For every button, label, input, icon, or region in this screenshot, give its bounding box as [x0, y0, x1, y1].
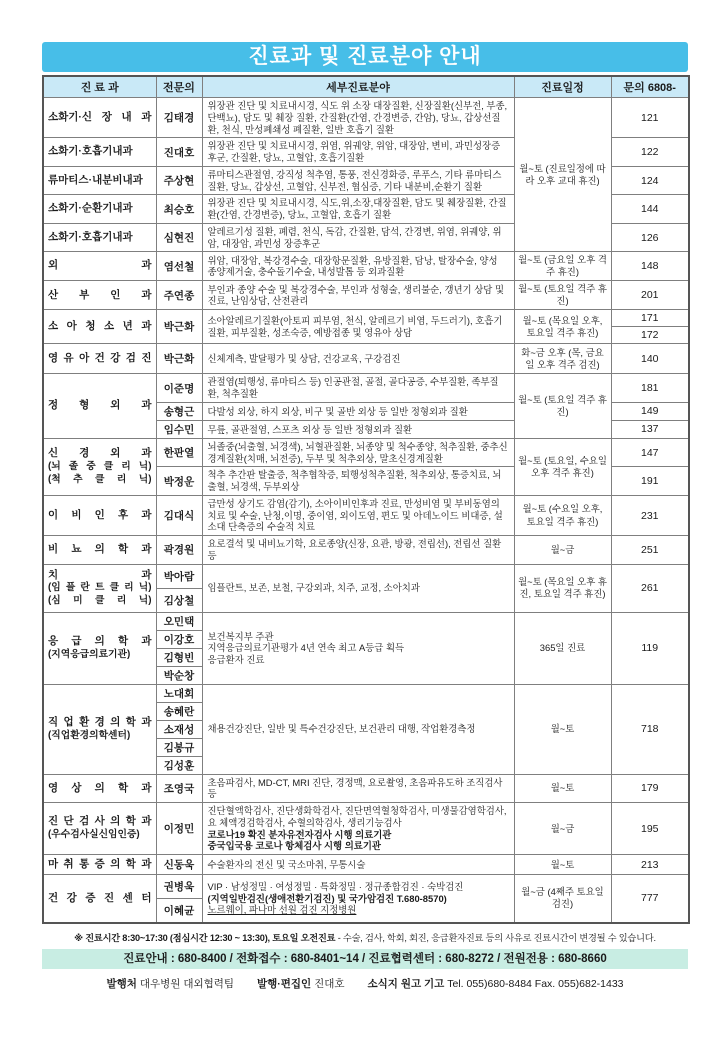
- phone-cell: 171: [611, 310, 689, 327]
- table-row: [43, 684, 689, 702]
- table-row: [43, 564, 689, 588]
- phone-cell: 148: [611, 252, 689, 281]
- doctor-cell: 송형근: [156, 402, 202, 420]
- table-row: [43, 344, 689, 374]
- dept-line: 진 단 검 사 의 학 과: [48, 815, 152, 828]
- desc-line: VIP · 남성정밀 · 여성정밀 · 특화정밀 · 정규종합검진 · 숙박검진: [207, 880, 464, 892]
- hours-footnote-lead: ※ 진료시간 8:30~17:30 (점심시간 12:30 ~ 13:30), 토요일 오전진료: [74, 932, 336, 943]
- phone-cell: 181: [611, 374, 689, 403]
- table-row: [43, 803, 689, 855]
- schedule-cell: 365일 진료: [514, 612, 611, 684]
- doctor-cell: 진대호: [156, 138, 202, 167]
- doctor-cell: 한판열: [156, 438, 202, 467]
- newsletter-page: [42, 42, 688, 991]
- doctor-cell: 김성훈: [156, 756, 202, 774]
- phone-cell: 122: [611, 138, 689, 167]
- publisher-line: [42, 976, 688, 991]
- dept-line: 신 경 외 과: [48, 447, 152, 460]
- publisher-value: 대우병원 대외협력팀: [139, 977, 235, 990]
- doctor-cell: 박근화: [156, 344, 202, 374]
- table-row: [43, 98, 689, 138]
- schedule-cell: 화~금 오후 (목, 금요일 오후 격주 검진): [514, 344, 611, 374]
- table-row: [43, 252, 689, 281]
- schedule-cell: 월~토: [514, 774, 611, 803]
- editor-value: 진대호: [314, 977, 345, 990]
- dept-cell: 비 뇨 의 학 과: [43, 536, 156, 565]
- doctor-cell: 노대회: [156, 684, 202, 702]
- schedule-cell: 월~토 (목요일 오후, 토요일 격주 휴진): [514, 310, 611, 344]
- dept-line: (지역응급의료기관): [48, 648, 131, 660]
- dept-cell: 소화기·호흡기내과: [43, 138, 156, 167]
- desc-cell: 임플란트, 보존, 보철, 구강외과, 치주, 교정, 소아치과: [202, 564, 514, 612]
- phone-cell: 149: [611, 402, 689, 420]
- schedule-cell: 월~토 (진료일정에 따라 오후 교대 휴진): [514, 98, 611, 252]
- doctor-cell: 박아람: [156, 564, 202, 588]
- dept-line: (임 플 란 트 클 리 닉): [48, 582, 152, 594]
- desc-cell: [202, 612, 514, 684]
- desc-cell: 무릎, 골관절염, 스포츠 외상 등 일반 정형외과 질환: [202, 420, 514, 438]
- dept-cell: [43, 803, 156, 855]
- dept-line: (척 추 클 리 닉): [48, 473, 152, 485]
- doctor-cell: 박순창: [156, 666, 202, 684]
- desc-cell: 요로결석 및 내비뇨기학, 요로종양(신장, 요관, 방광, 전립선), 전립선 질환 등: [202, 536, 514, 565]
- table-header-row: [43, 76, 689, 98]
- doctor-cell: 오민택: [156, 612, 202, 630]
- table-row: [43, 855, 689, 875]
- hours-footnote-rest: - 수술, 검사, 학회, 회진, 응급환자진료 등의 사유로 진료시간이 변경될 수 있습니다.: [335, 932, 656, 943]
- dept-line: 직 업 환 경 의 학 과: [48, 715, 152, 728]
- dept-cell: 산 부 인 과: [43, 281, 156, 310]
- schedule-cell: 월~토 (토요일 격주 휴진): [514, 281, 611, 310]
- desc-line: 지역응급의료기관평가 4년 연속 최고 A등급 획득: [207, 642, 405, 654]
- dept-line: (직업환경의학센터): [48, 729, 131, 741]
- phone-cell: 147: [611, 438, 689, 467]
- doctor-cell: 조영국: [156, 774, 202, 803]
- header-doctor: 전문의: [156, 76, 202, 98]
- doctor-cell: 심현진: [156, 223, 202, 252]
- dept-line: 치 과: [48, 568, 152, 581]
- doctor-cell: 송혜란: [156, 702, 202, 720]
- desc-cell: 급만성 상기도 감염(감기), 소아이비인후과 진료, 만성비염 및 부비동염의 치료 및 수술, 난청,이명, 중이염, 외이도염, 편도 및 아데노이드 비대증, 설소대 단축증의 수술적 치료: [202, 495, 514, 535]
- phone-cell: 179: [611, 774, 689, 803]
- desc-line-bold: (지역일반검진(생애전환기검진) 및 국가암검진 T.680-8570): [207, 892, 447, 904]
- table-row: [43, 438, 689, 467]
- desc-line-bold: 중국입국용 코로나 항체검사 시행 의료기관: [207, 840, 381, 852]
- phone-cell: 201: [611, 281, 689, 310]
- dept-cell: 소화기·순환기내과: [43, 195, 156, 224]
- schedule-cell: 월~토: [514, 684, 611, 774]
- desc-cell: 초음파검사, MD-CT, MRI 진단, 경정맥, 요로촬영, 초음파유도하 조직검사 등: [202, 774, 514, 803]
- desc-line-underline: 노르웨이, 파나마 선원 검진 지정병원: [207, 904, 357, 916]
- dept-cell: 외 과: [43, 252, 156, 281]
- schedule-cell: 월~금 (4째주 토요일 검진): [514, 875, 611, 923]
- desc-cell: [202, 803, 514, 855]
- editor-label: 발행·편집인: [256, 977, 312, 990]
- dept-line: (우수검사실신임인증): [48, 829, 140, 841]
- desc-line-bold: 코로나19 확진 분자유전자검사 시행 의료기관: [207, 828, 392, 840]
- phone-cell: 777: [611, 875, 689, 923]
- schedule-cell: 월~토 (토요일, 수요일 오후 격주 휴진): [514, 438, 611, 495]
- schedule-cell: 월~금: [514, 536, 611, 565]
- phone-cell: 718: [611, 684, 689, 774]
- contribution-label: 소식지 원고 기고: [367, 977, 445, 990]
- dept-cell: 소화기·호흡기내과: [43, 223, 156, 252]
- dept-cell: 정 형 외 과: [43, 374, 156, 439]
- desc-line: 진단혈액학검사, 진단생화학검사, 진단면역혈청학검사, 미생물감염학검사, 요 체액경검학검사, 수혈의학검사, 생리기능검사: [207, 805, 507, 828]
- dept-line: (뇌 졸 중 클 리 닉): [48, 460, 152, 472]
- doctor-cell: 김상철: [156, 588, 202, 612]
- doctor-cell: 소재성: [156, 720, 202, 738]
- doctor-cell: 김봉규: [156, 738, 202, 756]
- dept-cell: [43, 684, 156, 774]
- doctor-cell: 주상현: [156, 166, 202, 195]
- desc-cell: 수술환자의 전신 및 국소마취, 무통시술: [202, 855, 514, 875]
- desc-cell: [202, 875, 514, 923]
- phone-cell: 121: [611, 98, 689, 138]
- dept-cell: 소화기·신 장 내 과: [43, 98, 156, 138]
- schedule-cell: 월~토 (수요일 오후, 토요일 격주 휴진): [514, 495, 611, 535]
- dept-cell: [43, 564, 156, 612]
- dept-line: (심 미 클 리 닉): [48, 594, 152, 606]
- dept-cell: 이 비 인 후 과: [43, 495, 156, 535]
- doctor-cell: 박정운: [156, 467, 202, 496]
- doctor-cell: 주연종: [156, 281, 202, 310]
- phone-cell: 191: [611, 467, 689, 496]
- dept-line: 응 급 의 학 과: [48, 634, 152, 647]
- phone-cell: 231: [611, 495, 689, 535]
- phone-cell: 172: [611, 327, 689, 344]
- desc-cell: 위장관 진단 및 치료내시경, 식도,위,소장,대장질환, 담도 및 췌장질환, 간질환(간염, 간경변증), 당뇨, 고혈압, 호흡기 질환: [202, 195, 514, 224]
- phone-cell: 213: [611, 855, 689, 875]
- phone-cell: 124: [611, 166, 689, 195]
- doctor-cell: 최승호: [156, 195, 202, 224]
- contact-phone-bar: 진료안내 : 680-8400 / 전화접수 : 680-8401~14 / 진료협력센터 : 680-8272 / 전원전용 : 680-8660: [42, 949, 688, 969]
- doctor-cell: 박근화: [156, 310, 202, 344]
- dept-cell: 영 상 의 학 과: [43, 774, 156, 803]
- desc-cell: 위장관 진단 및 치료내시경, 위염, 위궤양, 위암, 대장암, 변비, 과민성장증후군, 간질환, 당뇨, 고혈압, 호흡기질환: [202, 138, 514, 167]
- page-title: 진료과 및 진료분야 안내: [42, 42, 688, 72]
- publisher-label: 발행처: [106, 977, 137, 990]
- doctor-cell: 김형빈: [156, 648, 202, 666]
- doctor-cell: 이정민: [156, 803, 202, 855]
- header-schedule: 진료일정: [514, 76, 611, 98]
- desc-line: 보건복지부 주관: [207, 630, 274, 642]
- table-row: [43, 281, 689, 310]
- doctor-cell: 곽경원: [156, 536, 202, 565]
- desc-cell: 다발성 외상, 하지 외상, 비구 및 골반 외상 등 일반 정형외과 질환: [202, 402, 514, 420]
- desc-cell: 관절염(퇴행성, 류마티스 등) 인공관절, 골절, 골다공증, 수부질환, 족부질환, 척추질환: [202, 374, 514, 403]
- desc-line: 응급환자 진료: [207, 654, 265, 665]
- doctor-cell: 임수민: [156, 420, 202, 438]
- doctor-cell: 권병욱: [156, 875, 202, 899]
- phone-cell: 140: [611, 344, 689, 374]
- doctor-cell: 이혜균: [156, 899, 202, 923]
- desc-cell: 척추 추간판 탈출증, 척추협착증, 퇴행성척추질환, 척추외상, 통증치료, 뇌출혈, 뇌경색, 두부외상: [202, 467, 514, 496]
- desc-cell: 소아알레르기질환(아토피 피부염, 천식, 알레르기 비염, 두드러기), 호흡기질환, 피부질환, 성조숙증, 예방접종 및 영유아 상담: [202, 310, 514, 344]
- desc-cell: 뇌졸중(뇌출혈, 뇌경색), 뇌혈관질환, 뇌종양 및 척수종양, 척추질환, 중추신경계질환(치매, 뇌전증), 두부 및 척추외상, 말초신경계질환: [202, 438, 514, 467]
- schedule-cell: 월~토 (금요일 오후 격주 휴진): [514, 252, 611, 281]
- phone-cell: 195: [611, 803, 689, 855]
- dept-cell: [43, 612, 156, 684]
- hours-footnote: [42, 930, 688, 944]
- doctor-cell: 신동욱: [156, 855, 202, 875]
- dept-cell: 소 아 청 소 년 과: [43, 310, 156, 344]
- phone-cell: 137: [611, 420, 689, 438]
- desc-cell: 신체계측, 발달평가 및 상담, 건강교육, 구강검진: [202, 344, 514, 374]
- schedule-cell: 월~토 (목요일 오후 휴진, 토요일 격주 휴진): [514, 564, 611, 612]
- table-row: [43, 875, 689, 899]
- doctor-cell: 이준명: [156, 374, 202, 403]
- phone-cell: 261: [611, 564, 689, 612]
- department-table: [42, 75, 690, 924]
- table-row: [43, 374, 689, 403]
- header-field: 세부진료분야: [202, 76, 514, 98]
- desc-cell: 부인과 종양 수술 및 복강경수술, 부인과 성형술, 생리불순, 갱년기 상담 및 진료, 난임상담, 산전관리: [202, 281, 514, 310]
- table-row: [43, 612, 689, 630]
- doctor-cell: 염선철: [156, 252, 202, 281]
- phone-cell: 144: [611, 195, 689, 224]
- desc-cell: 채용건강진단, 일반 및 특수건강진단, 보건관리 대행, 작업환경측정: [202, 684, 514, 774]
- doctor-cell: 김태경: [156, 98, 202, 138]
- desc-cell: 위암, 대장암, 복강경수술, 대장항문질환, 유방질환, 담낭, 탈장수술, 양성 종양제거술, 충수돌기수술, 내성발톱 등 외과질환: [202, 252, 514, 281]
- header-contact: 문의 6808-: [611, 76, 689, 98]
- dept-cell: [43, 438, 156, 495]
- contribution-value: Tel. 055)680-8484 Fax. 055)682-1433: [447, 977, 624, 990]
- table-row: [43, 536, 689, 565]
- header-dept: 진 료 과: [43, 76, 156, 98]
- dept-cell: 건 강 증 진 센 터: [43, 875, 156, 923]
- phone-cell: 126: [611, 223, 689, 252]
- phone-cell: 251: [611, 536, 689, 565]
- table-row: [43, 774, 689, 803]
- dept-cell: 마 취 통 증 의 학 과: [43, 855, 156, 875]
- schedule-cell: 월~금: [514, 803, 611, 855]
- desc-cell: 위장관 진단 및 치료내시경, 식도 위 소장 대장질환, 신장질환(신부전, 부종, 단백뇨), 담도 및 췌장 질환, 간질환(간염, 간경변증, 간암), 당뇨, 갑상선질환, 천식, 만성폐쇄성 폐질환, 일반 호흡기 질환: [202, 98, 514, 138]
- dept-cell: 류마티스·내분비내과: [43, 166, 156, 195]
- table-row: [43, 495, 689, 535]
- doctor-cell: 김대식: [156, 495, 202, 535]
- phone-cell: 119: [611, 612, 689, 684]
- desc-cell: 류마티스관절염, 강직성 척추염, 통풍, 전신경화증, 루푸스, 기타 류마티스질환, 당뇨, 갑상선, 고혈압, 신부전, 협심증, 기타 내분비,순환기 질환: [202, 166, 514, 195]
- dept-cell: 영 유 아 건 강 검 진: [43, 344, 156, 374]
- schedule-cell: 월~토: [514, 855, 611, 875]
- schedule-cell: 월~토 (토요일 격주 휴진): [514, 374, 611, 439]
- desc-cell: 알레르기성 질환, 폐렴, 천식, 독감, 간질환, 담석, 간경변, 위염, 위궤양, 위암, 대장암, 과민성 장증후군: [202, 223, 514, 252]
- table-row: [43, 310, 689, 327]
- doctor-cell: 이강호: [156, 630, 202, 648]
